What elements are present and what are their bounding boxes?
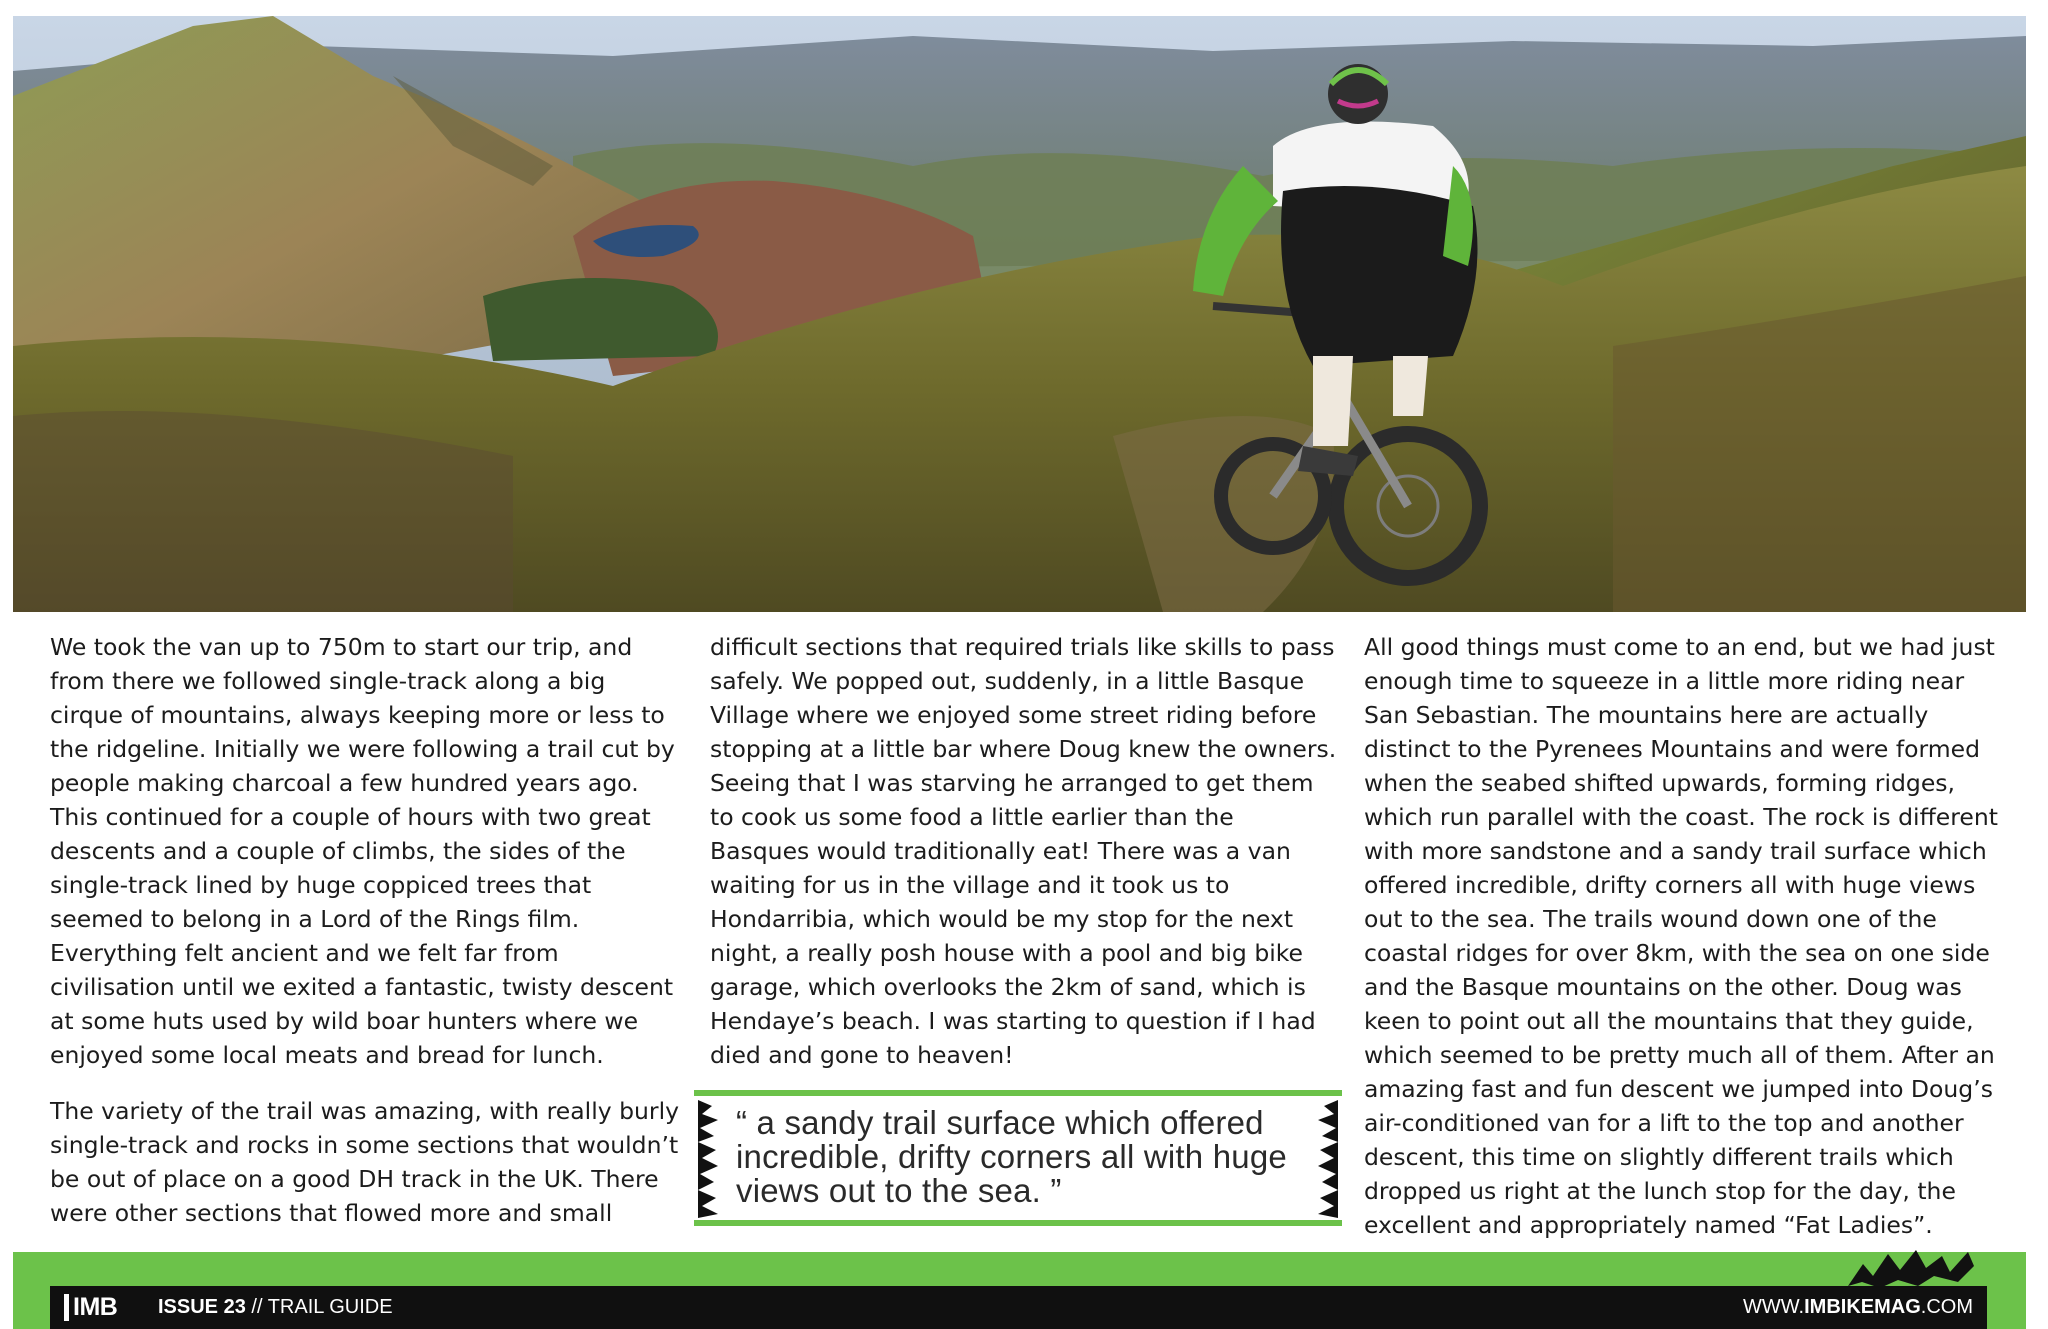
- pull-quote-text: “ a sandy trail surface which offered incredible, drifty corners all with huge views out to the sea. ”: [736, 1104, 1287, 1209]
- website-link[interactable]: [1743, 1286, 1973, 1329]
- splatter-ornament-icon: [694, 1096, 724, 1220]
- url-brand: IMBIKEMAG: [1804, 1296, 1921, 1318]
- issue-number: ISSUE 23: [158, 1296, 246, 1318]
- magazine-logo: IMB: [64, 1294, 121, 1321]
- pull-quote-bottom-rule: [694, 1220, 1342, 1226]
- section-name: // TRAIL GUIDE: [245, 1296, 393, 1318]
- splatter-decoration-icon: [1838, 1246, 1978, 1290]
- splatter-ornament-icon: [1312, 1096, 1342, 1220]
- hero-photo: [13, 16, 2026, 612]
- pull-quote: [694, 1090, 1342, 1226]
- article-column-2: [710, 630, 1340, 1072]
- paragraph: difficult sections that required trials like skills to pass safely. We popped out, suddenly, in a little Basque Village where we enjoyed some street riding before stopping at a little bar where Doug knew the owners. Seeing that I was starving he arranged to get them to cook us some food a little earlier than the Basques would traditionally eat! There was a van waiting for us in the village and it took us to Hondarribia, which would be my stop for the next night, a really posh house with a pool and big bike garage, which overlooks the 2km of sand, which is Hendaye’s beach. I was starting to question if I had died and gone to heaven!: [710, 633, 1337, 1069]
- paragraph: We took the van up to 750m to start our trip, and from there we followed single-track along a big cirque of mountains, always keeping more or less to the ridgeline. Initially we were following a trail cut by people making charcoal a few hundred years ago. This continued for a couple of hours with two great descents and a couple of climbs, the sides of the single-track lined by huge coppiced trees that seemed to belong in a Lord of the Rings film. Everything felt ancient and we felt far from civilisation until we exited a fantastic, twisty descent at some huts used by wild boar hunters where we enjoyed some local meats and bread for lunch.: [50, 633, 675, 1069]
- url-prefix: WWW.: [1743, 1296, 1805, 1318]
- paragraph: All good things must come to an end, but we had just enough time to squeeze in a little more riding near San Sebastian. The mountains here are actually distinct to the Pyrenees Mountains and were formed when the seabed shifted upwards, forming ridges, which run parallel with the coast. The rock is different with more sandstone and a sandy trail surface which offered incredible, drifty corners all with huge views out to the sea. The trails wound down one of the coastal ridges for over 8km, with the sea on one side and the Basque mountains on the other. Doug was keen to point out all the mountains that they guide, which seemed to be pretty much all of them. After an amazing fast and fun descent we jumped into Doug’s air-conditioned van for a lift to the top and another descent, this time on slightly different trails which dropped us right at the lunch stop for the day, the excellent and appropriately named “Fat Ladies”.: [1364, 633, 1998, 1239]
- footer-bar: [50, 1286, 1987, 1329]
- url-suffix: .COM: [1920, 1296, 1973, 1318]
- pull-quote-top-rule: [694, 1090, 1342, 1096]
- article-column-1: [50, 630, 685, 1230]
- article-column-3: [1364, 630, 2004, 1242]
- issue-label: [158, 1286, 393, 1329]
- paragraph: The variety of the trail was amazing, with really burly single-track and rocks in some sections that wouldn’t be out of place on a good DH track in the UK. There were other sections that flowed more and small: [50, 1097, 680, 1227]
